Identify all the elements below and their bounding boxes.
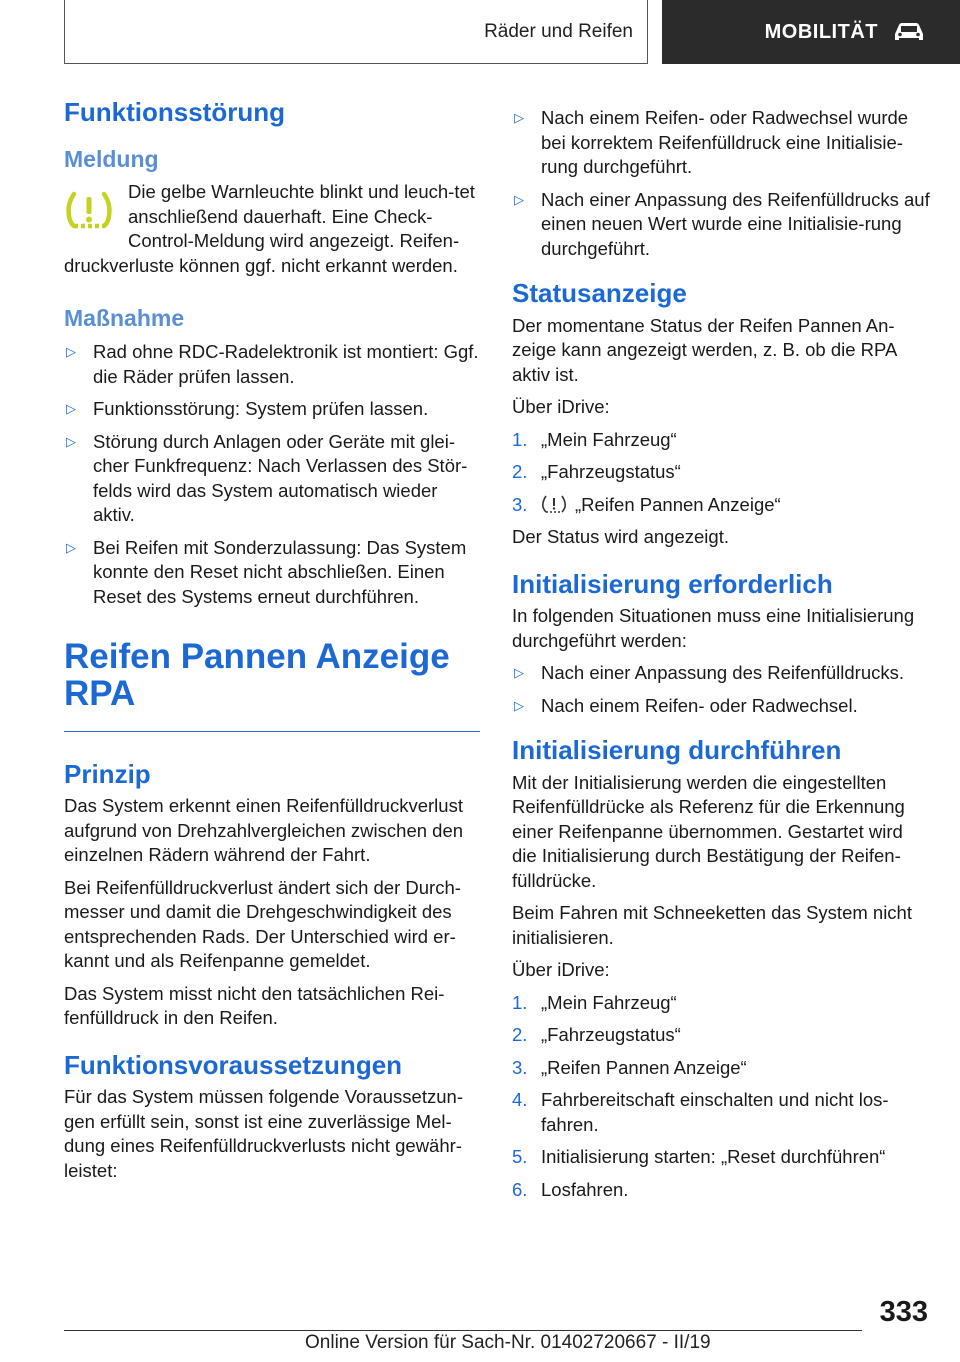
status-text-2: Über iDrive: [512, 396, 610, 417]
heading-meldung: Meldung [64, 145, 159, 172]
page-number: 333 [879, 1296, 928, 1328]
triangle-bullet-icon: ▷ [514, 191, 524, 207]
list-item: 3. „Reifen Pannen Anzeige“ [512, 493, 781, 515]
list-item: 1. „Mein Fahrzeug“ [512, 428, 677, 450]
heading-rule [64, 731, 480, 732]
list-item: 1. „Mein Fahrzeug“ [512, 991, 677, 1013]
triangle-bullet-icon: ▷ [66, 539, 76, 555]
prinzip-text-2: Bei Reifenfülldruckverlust ändert sich der Durch-messer und damit die Drehgeschwindigkeit des entsprechenden Rads. Der Unterschied wird er-kannt und als Reifenpanne gemeldet. [64, 876, 461, 972]
list-item: ▷ Rad ohne RDC-Radelektronik ist montiert: Ggf. die Räder prüfen lassen. [66, 341, 479, 387]
prinzip-text-3: Das System misst nicht den tatsächlichen Rei-fenfülldruck in den Reifen. [64, 982, 445, 1029]
triangle-bullet-icon: ▷ [514, 697, 524, 713]
init-erf-list [512, 661, 930, 718]
triangle-bullet-icon: ▷ [66, 401, 76, 417]
init-steps [512, 991, 930, 1203]
footer-rule [64, 1330, 862, 1331]
right-column [512, 106, 930, 1210]
init-df-text-1: Mit der Initialisierung werden die eingestellten Reifenfülldrücke als Referenz für die Erkennung einer Reifenpanne übernommen. Gestartet wird die Initialisierung durch Bestätigung der Reifen-fülldrücke. [512, 771, 905, 891]
list-item: ▷ Funktionsstörung: System prüfen lassen. [64, 397, 480, 422]
list-item: ▷ Bei Reifen mit Sonderzulassung: Das System konnte den Reset nicht abschließen. Einen Reset des Systems erneut durchführen. [66, 536, 467, 607]
fv-list [512, 106, 930, 261]
heading-rpa-line1: Reifen Pannen Anzeige [64, 637, 450, 677]
heading-init-erforderlich: Initialisierung erforderlich [512, 568, 833, 599]
init-erf-text-1: In folgenden Situationen muss eine Initialisierung durchgeführt werden: [512, 605, 915, 651]
list-item: 3. „Reifen Pannen Anzeige“ [512, 1056, 747, 1078]
header-section-box [64, 0, 648, 64]
meldung-text-2: druckverluste können ggf. nicht erkannt werden. [64, 254, 458, 276]
prinzip-text-1: Das System erkennt einen Reifenfülldruckverlust aufgrund von Drehzahlvergleichen zwischen den einzelnen Rädern während der Fahrt. [64, 795, 464, 866]
list-item: ▷ Störung durch Anlagen oder Geräte mit glei-cher Funkfrequenz: Nach Verlassen des Stör-felds wird das System automatisch wieder aktiv. [66, 430, 468, 526]
heading-init-durchfuehren: Initialisierung durchführen [512, 735, 842, 765]
left-column [64, 96, 480, 1191]
rpa-heading-block [64, 639, 480, 713]
triangle-bullet-icon: ▷ [66, 433, 76, 449]
heading-rpa-line2: RPA [64, 674, 136, 714]
list-item: 4. Fahrbereitschaft einschalten und nicht los-fahren. [512, 1089, 889, 1135]
meldung-block [64, 180, 480, 254]
tire-pressure-warning-icon [64, 190, 114, 232]
massnahme-list [64, 340, 480, 609]
list-item: 2. „Fahrzeugstatus“ [512, 1024, 681, 1045]
meldung-text-1: Die gelbe Warnleuchte blinkt und leuch-tet anschließend dauerhaft. Eine Check-Control-Meldung wird angezeigt. Reifen- [128, 181, 475, 252]
triangle-bullet-icon: ▷ [514, 110, 524, 125]
list-item: ▷ Nach einer Anpassung des Reifenfülldrucks auf einen neuen Wert wurde eine Initialisie-rung durchgeführt. [514, 188, 930, 259]
list-item: ▷ Nach einem Reifen- oder Radwechsel. [512, 694, 930, 719]
header-chapter-title: MOBILITÄT [764, 20, 878, 43]
header-section-title: Räder und Reifen [484, 20, 633, 42]
heading-prinzip: Prinzip [64, 758, 151, 789]
footer-online-version: Online Version für Sach-Nr. 01402720667 - II/19 [305, 1332, 711, 1353]
list-item: ▷ Nach einem Reifen- oder Radwechsel wurde bei korrektem Reifenfülldruck eine Initialisie-rung durchgeführt. [514, 107, 909, 177]
tire-warning-small-icon [541, 494, 567, 514]
heading-funktionsvoraussetzungen: Funktionsvoraussetzungen [64, 1049, 403, 1080]
heading-massnahme: Maßnahme [64, 305, 185, 332]
heading-funktionsstoerung: Funktionsstörung [64, 97, 285, 127]
status-text-3: Der Status wird angezeigt. [512, 526, 729, 547]
list-item: 5. Initialisierung starten: „Reset durchführen“ [512, 1146, 886, 1167]
list-item: 2. „Fahrzeugstatus“ [512, 461, 681, 482]
list-item: 6. Losfahren. [512, 1178, 629, 1200]
init-df-text-3: Über iDrive: [512, 959, 610, 980]
triangle-bullet-icon: ▷ [514, 665, 524, 680]
header-chapter-box [662, 0, 960, 64]
triangle-bullet-icon: ▷ [66, 344, 76, 360]
car-icon [892, 21, 926, 43]
fv-text-1: Für das System müssen folgende Voraussetzun-gen erfüllt sein, sonst ist eine zuverlässige Mel-dung eines Reifenfülldruckverlusts nicht gewähr-leistet: [64, 1086, 463, 1181]
list-item: ▷ Nach einer Anpassung des Reifenfülldrucks. [512, 661, 930, 686]
heading-statusanzeige: Statusanzeige [512, 278, 687, 308]
status-steps [512, 428, 930, 518]
init-df-text-2: Beim Fahren mit Schneeketten das System nicht initialisieren. [512, 902, 912, 948]
status-text-1: Der momentane Status der Reifen Pannen An-zeige kann angezeigt werden, z. B. ob die RPA aktiv ist. [512, 314, 897, 385]
